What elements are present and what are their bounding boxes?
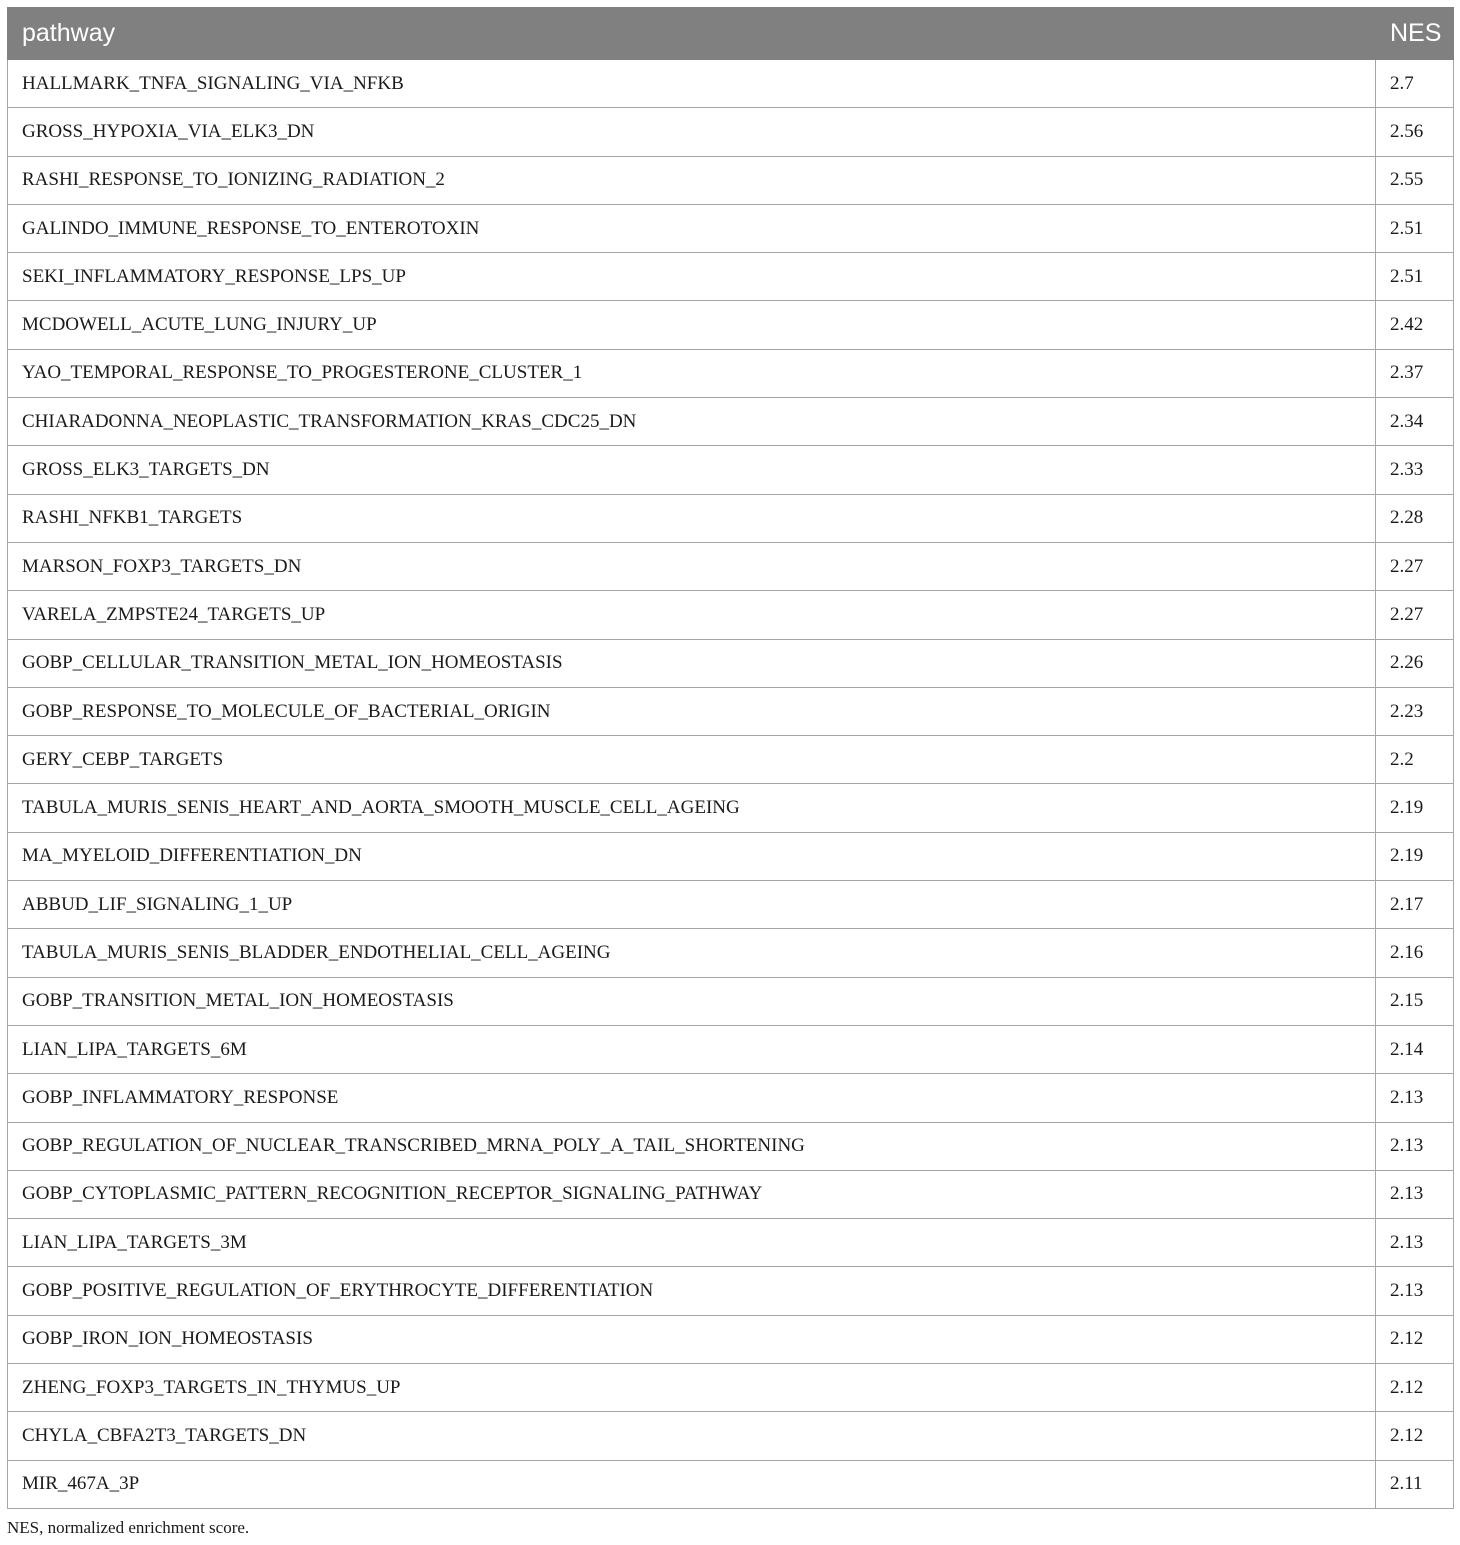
pathway-cell: GERY_CEBP_TARGETS [8,736,1376,784]
table-row [8,784,1454,832]
nes-cell: 2.11 [1376,1460,1454,1508]
nes-cell: 2.15 [1376,977,1454,1025]
nes-cell: 2.42 [1376,301,1454,349]
table-row [8,60,1454,108]
nes-cell: 2.12 [1376,1315,1454,1363]
column-header-pathway: pathway [8,8,1376,60]
table-row [8,542,1454,590]
table-row [8,156,1454,204]
nes-cell: 2.19 [1376,784,1454,832]
table-row [8,204,1454,252]
table-row [8,929,1454,977]
nes-cell: 2.16 [1376,929,1454,977]
pathway-cell: GALINDO_IMMUNE_RESPONSE_TO_ENTEROTOXIN [8,204,1376,252]
table-row [8,1074,1454,1122]
table-header-row [8,8,1454,60]
nes-cell: 2.13 [1376,1122,1454,1170]
pathway-cell: RASHI_NFKB1_TARGETS [8,494,1376,542]
nes-cell: 2.19 [1376,832,1454,880]
table-footnote: NES, normalized enrichment score. [7,1518,250,1537]
pathway-cell: CHYLA_CBFA2T3_TARGETS_DN [8,1412,1376,1460]
pathway-cell: RASHI_RESPONSE_TO_IONIZING_RADIATION_2 [8,156,1376,204]
nes-cell: 2.13 [1376,1219,1454,1267]
nes-cell: 2.33 [1376,446,1454,494]
nes-cell: 2.37 [1376,349,1454,397]
table-row [8,446,1454,494]
pathway-cell: MARSON_FOXP3_TARGETS_DN [8,542,1376,590]
table-row [8,108,1454,156]
pathway-cell: VARELA_ZMPSTE24_TARGETS_UP [8,591,1376,639]
table-row [8,639,1454,687]
table-row [8,832,1454,880]
nes-cell: 2.13 [1376,1267,1454,1315]
table-row [8,736,1454,784]
nes-cell: 2.14 [1376,1025,1454,1073]
table-row [8,1364,1454,1412]
table-row [8,1412,1454,1460]
pathway-cell: GOBP_RESPONSE_TO_MOLECULE_OF_BACTERIAL_ORIGIN [8,687,1376,735]
table-row [8,1267,1454,1315]
pathway-cell: TABULA_MURIS_SENIS_HEART_AND_AORTA_SMOOTH_MUSCLE_CELL_AGEING [8,784,1376,832]
nes-cell: 2.51 [1376,204,1454,252]
pathway-cell: GOBP_IRON_ION_HOMEOSTASIS [8,1315,1376,1363]
nes-cell: 2.7 [1376,60,1454,108]
nes-cell: 2.27 [1376,591,1454,639]
pathway-cell: LIAN_LIPA_TARGETS_6M [8,1025,1376,1073]
nes-cell: 2.17 [1376,881,1454,929]
nes-cell: 2.55 [1376,156,1454,204]
pathway-cell: LIAN_LIPA_TARGETS_3M [8,1219,1376,1267]
pathway-table-container [7,7,1453,1509]
nes-cell: 2.28 [1376,494,1454,542]
table-row [8,1170,1454,1218]
pathway-cell: CHIARADONNA_NEOPLASTIC_TRANSFORMATION_KRAS_CDC25_DN [8,398,1376,446]
nes-cell: 2.13 [1376,1170,1454,1218]
nes-cell: 2.26 [1376,639,1454,687]
nes-cell: 2.13 [1376,1074,1454,1122]
table-row [8,881,1454,929]
table-row [8,1025,1454,1073]
nes-cell: 2.27 [1376,542,1454,590]
pathway-cell: GOBP_REGULATION_OF_NUCLEAR_TRANSCRIBED_MRNA_POLY_A_TAIL_SHORTENING [8,1122,1376,1170]
table-row [8,977,1454,1025]
pathway-cell: ABBUD_LIF_SIGNALING_1_UP [8,881,1376,929]
nes-cell: 2.51 [1376,253,1454,301]
table-row [8,349,1454,397]
pathway-cell: GOBP_CELLULAR_TRANSITION_METAL_ION_HOMEOSTASIS [8,639,1376,687]
nes-cell: 2.12 [1376,1364,1454,1412]
pathway-cell: HALLMARK_TNFA_SIGNALING_VIA_NFKB [8,60,1376,108]
pathway-cell: GOBP_CYTOPLASMIC_PATTERN_RECOGNITION_RECEPTOR_SIGNALING_PATHWAY [8,1170,1376,1218]
nes-cell: 2.2 [1376,736,1454,784]
pathway-cell: GOBP_TRANSITION_METAL_ION_HOMEOSTASIS [8,977,1376,1025]
pathway-cell: YAO_TEMPORAL_RESPONSE_TO_PROGESTERONE_CLUSTER_1 [8,349,1376,397]
pathway-cell: GOBP_INFLAMMATORY_RESPONSE [8,1074,1376,1122]
pathway-cell: MA_MYELOID_DIFFERENTIATION_DN [8,832,1376,880]
pathway-nes-table [7,7,1454,1509]
table-row [8,1122,1454,1170]
table-body [8,60,1454,1509]
pathway-cell: MCDOWELL_ACUTE_LUNG_INJURY_UP [8,301,1376,349]
pathway-cell: GROSS_ELK3_TARGETS_DN [8,446,1376,494]
nes-cell: 2.12 [1376,1412,1454,1460]
nes-cell: 2.34 [1376,398,1454,446]
pathway-cell: TABULA_MURIS_SENIS_BLADDER_ENDOTHELIAL_CELL_AGEING [8,929,1376,977]
table-row [8,1219,1454,1267]
table-row [8,1460,1454,1508]
table-row [8,591,1454,639]
pathway-cell: GOBP_POSITIVE_REGULATION_OF_ERYTHROCYTE_DIFFERENTIATION [8,1267,1376,1315]
pathway-cell: MIR_467A_3P [8,1460,1376,1508]
table-row [8,687,1454,735]
nes-cell: 2.56 [1376,108,1454,156]
nes-cell: 2.23 [1376,687,1454,735]
table-row [8,494,1454,542]
pathway-cell: GROSS_HYPOXIA_VIA_ELK3_DN [8,108,1376,156]
table-row [8,1315,1454,1363]
table-row [8,253,1454,301]
table-row [8,398,1454,446]
pathway-cell: SEKI_INFLAMMATORY_RESPONSE_LPS_UP [8,253,1376,301]
pathway-cell: ZHENG_FOXP3_TARGETS_IN_THYMUS_UP [8,1364,1376,1412]
table-row [8,301,1454,349]
column-header-nes: NES [1376,8,1454,60]
